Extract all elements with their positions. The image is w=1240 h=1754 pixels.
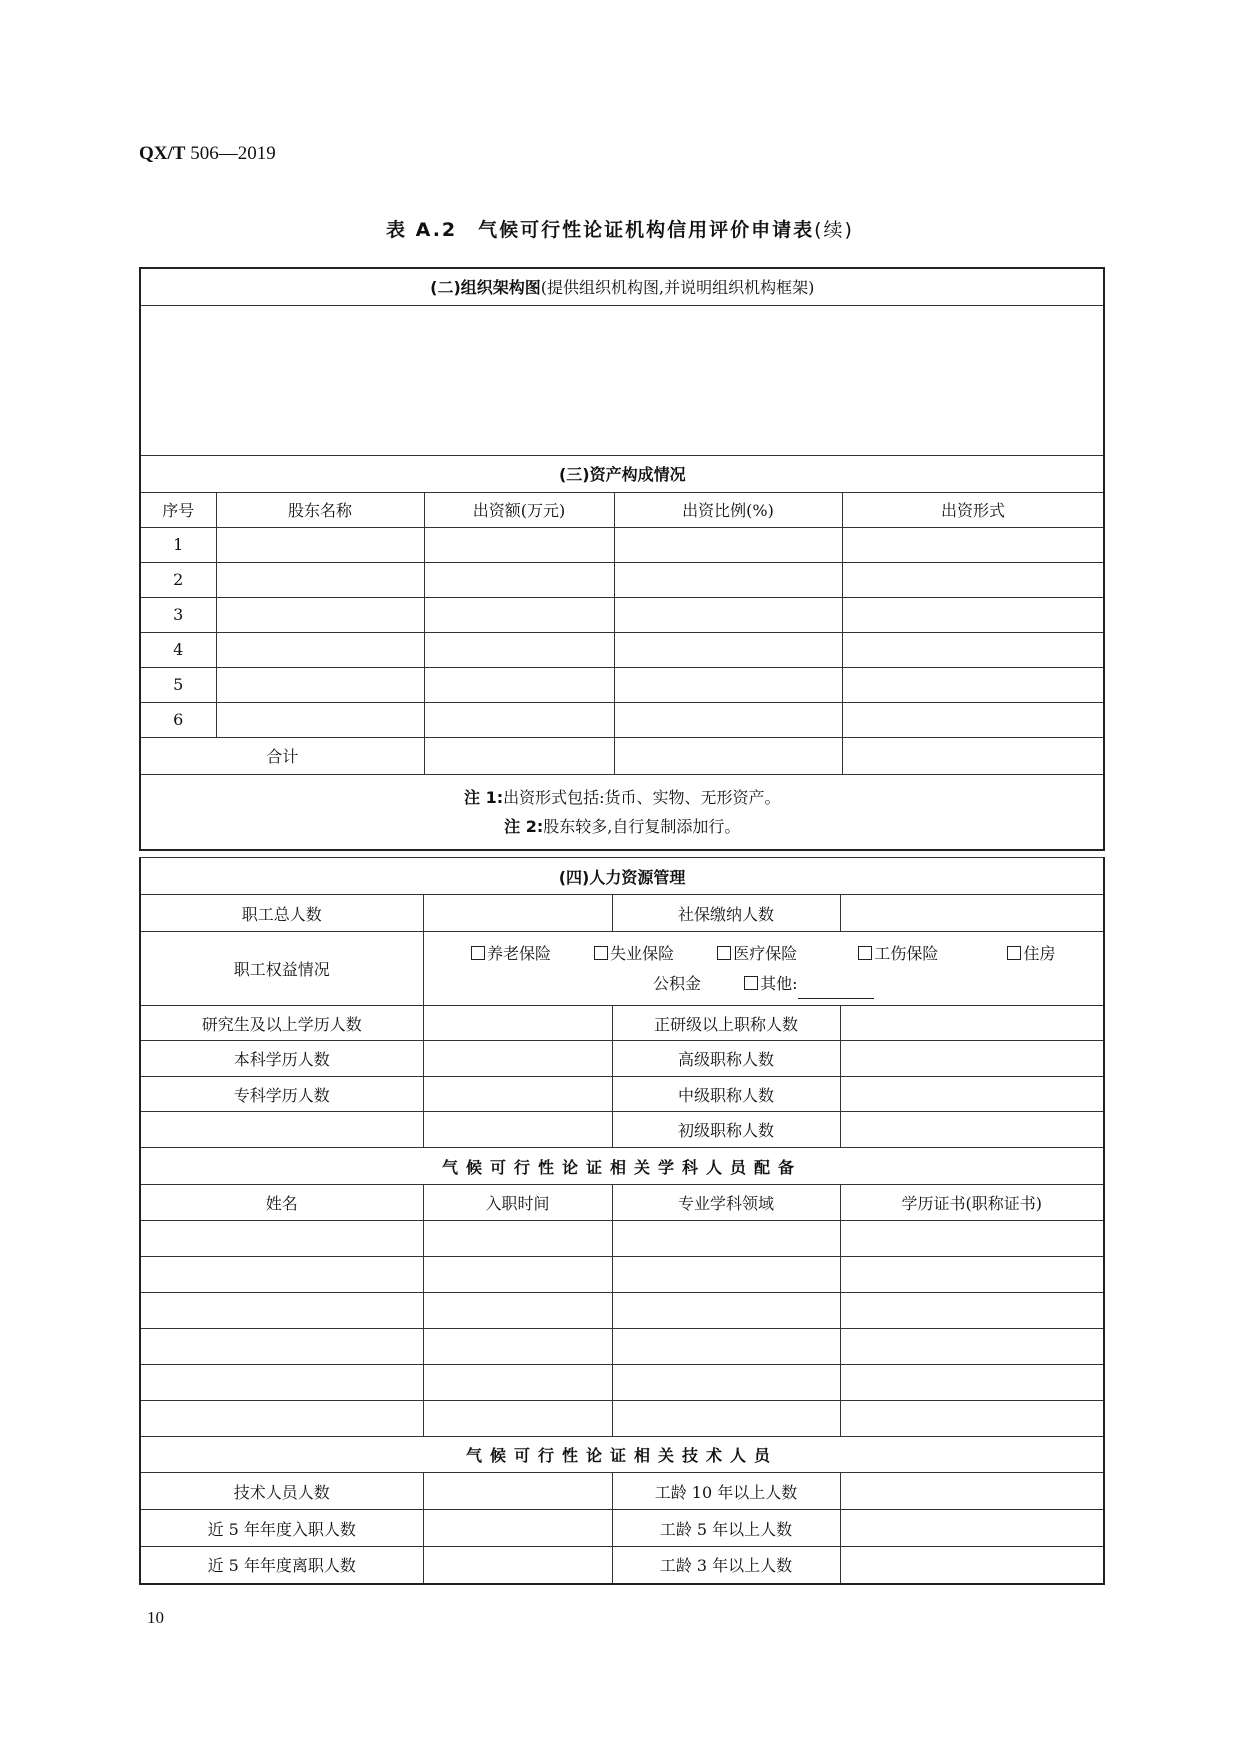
table-row [140, 597, 1104, 632]
empty-label-cell[interactable] [140, 1112, 423, 1148]
total-form-cell[interactable] [842, 737, 1104, 774]
bachelor-label: 本科学历人数 [140, 1041, 423, 1077]
standard-code [139, 143, 276, 165]
insured-staff-cell[interactable] [840, 895, 1104, 932]
ratio-cell[interactable] [614, 702, 842, 737]
tech-10yr-label: 工龄 10 年以上人数 [612, 1473, 840, 1510]
row-index: 2 [140, 562, 216, 597]
field-cell[interactable] [612, 1221, 840, 1257]
grad-cell[interactable] [423, 1006, 612, 1041]
table-row [140, 1365, 1104, 1401]
total-amount-cell[interactable] [424, 737, 614, 774]
left-5yr-label: 近 5 年年度离职人数 [140, 1547, 423, 1584]
assets-total-row [140, 737, 1104, 774]
hr-section-title: (四)人力资源管理 [140, 858, 1104, 895]
table-title-main: 表 A.2 气候可行性论证机构信用评价申请表 [386, 219, 815, 241]
hired-5yr-label: 近 5 年年度入职人数 [140, 1510, 423, 1547]
total-ratio-cell[interactable] [614, 737, 842, 774]
staff-col-certificate: 学历证书(职称证书) [840, 1185, 1104, 1221]
tech-10yr-cell[interactable] [840, 1473, 1104, 1510]
checkbox-icon[interactable] [594, 946, 608, 960]
assets-col-amount: 出资额(万元) [424, 492, 614, 527]
checkbox-icon[interactable] [858, 946, 872, 960]
row-index: 6 [140, 702, 216, 737]
standard-code-number: 506—2019 [190, 143, 276, 164]
assets-col-form: 出资形式 [842, 492, 1104, 527]
assets-note-2: 注 2:股东较多,自行复制添加行。 [504, 816, 741, 836]
college-label: 专科学历人数 [140, 1077, 423, 1112]
field-cell[interactable] [612, 1257, 840, 1293]
junior-cell[interactable] [840, 1112, 1104, 1148]
ratio-cell[interactable] [614, 527, 842, 562]
ratio-cell[interactable] [614, 667, 842, 702]
amount-cell[interactable] [424, 702, 614, 737]
row-index: 5 [140, 667, 216, 702]
certificate-cell[interactable] [840, 1329, 1104, 1365]
left-5yr-cell[interactable] [423, 1547, 612, 1584]
grad-label: 研究生及以上学历人数 [140, 1006, 423, 1041]
hire-date-cell[interactable] [423, 1365, 612, 1401]
name-cell[interactable] [140, 1365, 423, 1401]
amount-cell[interactable] [424, 527, 614, 562]
assets-notes [140, 774, 1104, 850]
table-row [140, 667, 1104, 702]
checkbox-icon[interactable] [1007, 946, 1021, 960]
staff-col-name: 姓名 [140, 1185, 423, 1221]
name-cell[interactable] [140, 1401, 423, 1437]
senior-prof-label: 正研级以上职称人数 [612, 1006, 840, 1041]
welfare-housing-cont: 公积金 [653, 973, 702, 993]
welfare-pension-option[interactable]: 养老保险 [471, 939, 551, 969]
form-cell[interactable] [842, 667, 1104, 702]
table-row [140, 1293, 1104, 1329]
certificate-cell[interactable] [840, 1293, 1104, 1329]
tech-3yr-cell[interactable] [840, 1547, 1104, 1584]
name-cell[interactable] [140, 1293, 423, 1329]
assets-total-label: 合计 [140, 737, 424, 774]
assets-col-shareholder: 股东名称 [216, 492, 424, 527]
hire-date-cell[interactable] [423, 1221, 612, 1257]
shareholder-cell[interactable] [216, 597, 424, 632]
shareholder-cell[interactable] [216, 562, 424, 597]
assets-col-index: 序号 [140, 492, 216, 527]
checkbox-icon[interactable] [717, 946, 731, 960]
bachelor-cell[interactable] [423, 1041, 612, 1077]
welfare-injury-option[interactable]: 工伤保险 [858, 939, 938, 969]
senior-prof-cell[interactable] [840, 1006, 1104, 1041]
row-index: 3 [140, 597, 216, 632]
field-cell[interactable] [612, 1329, 840, 1365]
certificate-cell[interactable] [840, 1401, 1104, 1437]
welfare-label: 职工权益情况 [140, 932, 423, 1006]
ratio-cell[interactable] [614, 632, 842, 667]
page-number: 10 [147, 1608, 164, 1627]
amount-cell[interactable] [424, 667, 614, 702]
certificate-cell[interactable] [840, 1365, 1104, 1401]
assets-note-1: 注 1:出资形式包括:货币、实物、无形资产。 [464, 787, 781, 807]
form-cell[interactable] [842, 632, 1104, 667]
table-row [140, 632, 1104, 667]
tech-band-title: 气候可行性论证相关技术人员 [140, 1437, 1104, 1473]
hire-date-cell[interactable] [423, 1329, 612, 1365]
amount-cell[interactable] [424, 597, 614, 632]
ratio-cell[interactable] [614, 562, 842, 597]
table-title-continued: (续) [814, 219, 854, 241]
form-cell[interactable] [842, 597, 1104, 632]
name-cell[interactable] [140, 1257, 423, 1293]
table-row [140, 1221, 1104, 1257]
shareholder-cell[interactable] [216, 702, 424, 737]
welfare-unemployment-option[interactable]: 失业保险 [594, 939, 674, 969]
tech-count-label: 技术人员人数 [140, 1473, 423, 1510]
table-title [0, 215, 1240, 242]
standard-code-prefix: QX/T [139, 143, 186, 164]
amount-cell[interactable] [424, 562, 614, 597]
hire-date-cell[interactable] [423, 1293, 612, 1329]
hired-5yr-cell[interactable] [423, 1510, 612, 1547]
mid-cell[interactable] [840, 1077, 1104, 1112]
application-form-table [139, 267, 1105, 851]
name-cell[interactable] [140, 1329, 423, 1365]
assets-section-title: (三)资产构成情况 [140, 455, 1104, 492]
assets-col-ratio: 出资比例(%) [614, 492, 842, 527]
tech-5yr-label: 工龄 5 年以上人数 [612, 1510, 840, 1547]
other-blank-field[interactable] [798, 980, 874, 999]
org-chart-area[interactable] [140, 305, 1104, 455]
form-cell[interactable] [842, 702, 1104, 737]
tech-count-cell[interactable] [423, 1473, 612, 1510]
welfare-other-option[interactable]: 其他: [744, 974, 873, 993]
certificate-cell[interactable] [840, 1221, 1104, 1257]
staff-col-field: 专业学科领域 [612, 1185, 840, 1221]
tech-3yr-label: 工龄 3 年以上人数 [612, 1547, 840, 1584]
total-staff-cell[interactable] [423, 895, 612, 932]
welfare-options [423, 932, 1104, 1006]
table-row [140, 1329, 1104, 1365]
field-cell[interactable] [612, 1365, 840, 1401]
field-cell[interactable] [612, 1401, 840, 1437]
hire-date-cell[interactable] [423, 1257, 612, 1293]
form-cell[interactable] [842, 562, 1104, 597]
welfare-housing-option[interactable]: 住房 [1007, 944, 1055, 963]
shareholder-cell[interactable] [216, 527, 424, 562]
hire-date-cell[interactable] [423, 1401, 612, 1437]
mid-label: 中级职称人数 [612, 1077, 840, 1112]
table-row [140, 1401, 1104, 1437]
shareholder-cell[interactable] [216, 667, 424, 702]
staff-col-hire-date: 入职时间 [423, 1185, 612, 1221]
shareholder-cell[interactable] [216, 632, 424, 667]
senior-cell[interactable] [840, 1041, 1104, 1077]
tech-5yr-cell[interactable] [840, 1510, 1104, 1547]
college-cell[interactable] [423, 1077, 612, 1112]
table-row [140, 527, 1104, 562]
welfare-medical-option[interactable]: 医疗保险 [717, 939, 797, 969]
staff-band-title: 气候可行性论证相关学科人员配备 [140, 1148, 1104, 1185]
checkbox-icon[interactable] [471, 946, 485, 960]
amount-cell[interactable] [424, 632, 614, 667]
empty-value-cell[interactable] [423, 1112, 612, 1148]
org-section-title: (二)组织架构图(提供组织机构图,并说明组织机构框架) [140, 268, 1104, 305]
ratio-cell[interactable] [614, 597, 842, 632]
form-cell[interactable] [842, 527, 1104, 562]
staff-header-row [140, 1185, 1104, 1221]
assets-header-row [140, 492, 1104, 527]
junior-label: 初级职称人数 [612, 1112, 840, 1148]
table-row [140, 1257, 1104, 1293]
org-section-note: (提供组织机构图,并说明组织机构框架) [540, 278, 815, 298]
senior-label: 高级职称人数 [612, 1041, 840, 1077]
table-row [140, 562, 1104, 597]
hr-table [139, 857, 1105, 1585]
certificate-cell[interactable] [840, 1257, 1104, 1293]
row-index: 1 [140, 527, 216, 562]
table-row [140, 702, 1104, 737]
checkbox-icon[interactable] [744, 976, 758, 990]
name-cell[interactable] [140, 1221, 423, 1257]
field-cell[interactable] [612, 1293, 840, 1329]
row-index: 4 [140, 632, 216, 667]
total-staff-label: 职工总人数 [140, 895, 423, 932]
insured-staff-label: 社保缴纳人数 [612, 895, 840, 932]
